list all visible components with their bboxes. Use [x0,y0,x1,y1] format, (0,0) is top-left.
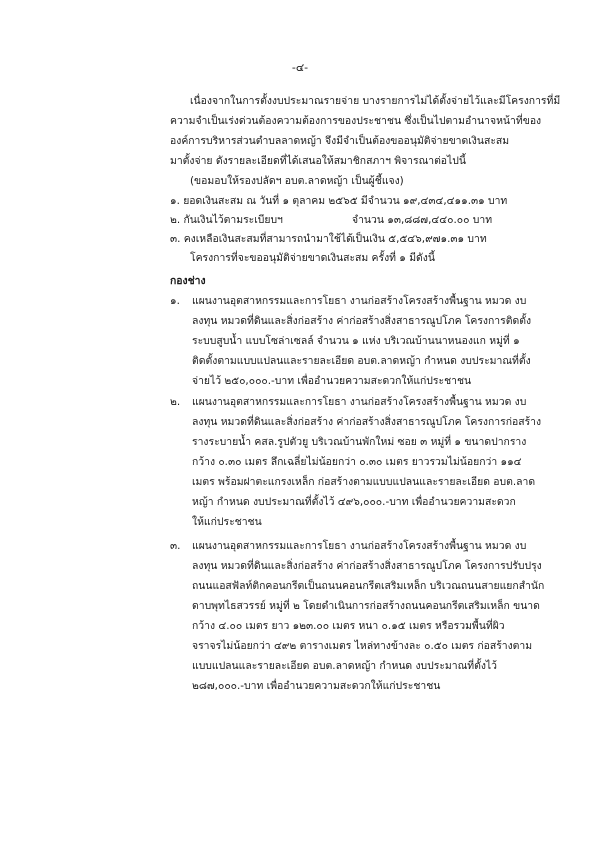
item-2-line-6: หญ้า กำหนด งบประมาณที่ตั้งไว้ ๔๙๖,๐๐๐.-บาท เพื่ออำนวยความสะดวก [192,496,516,508]
summary-row-2 [170,213,283,227]
item-2-line-1: แผนงานอุตสาหกรรมและการโยธา งานก่อสร้างโครงสร้างพื้นฐาน หมวด งบ [192,396,527,408]
item-2-line-4: กว้าง ๐.๓๐ เมตร ลึกเฉลี่ยไม่น้อยกว่า ๐.๓๐ เมตร ยาวรวมไม่น้อยกว่า ๑๑๔ [192,456,522,468]
summary-label-1: ๑. ยอดเงินสะสม ณ วันที่ ๑ ตุลาคม ๒๕๖๕ มีจำนวน ๑๙,๔๓๔,๔๑๑.๓๑ บาท [170,195,508,207]
item-3-line-8: ๒๘๗,๐๐๐.-บาท เพื่ออำนวยความสะดวกให้แก่ประชาชน [192,680,441,692]
item-1-line-4: ติดตั้งตามแบบแปลนและรายละเอียด อบต.ลาดหญ้า กำหนด งบประมาณที่ตั้ง [192,355,531,367]
item-2-line-5: เมตร พร้อมฝาตะแกรงเหล็ก ก่อสร้างตามแบบแปลนและรายละเอียด อบต.ลาด [192,476,536,488]
summary-row-3 [170,232,353,246]
item-3-line-5: กว้าง ๔.๐๐ เมตร ยาว ๑๒๓.๐๐ เมตร หนา ๐.๑๕ เมตร หรือรวมพื้นที่ผิว [192,620,505,632]
item-1-line-1: แผนงานอุตสาหกรรมและการโยธา งานก่อสร้างโครงสร้างพื้นฐาน หมวด งบ [192,295,527,307]
summary-amount-3: เป็นเงิน ๕,๕๔๖,๙๗๑.๓๑ บาท [352,233,487,245]
summary-label-3: ๓. คงเหลือเงินสะสมที่สามารถนำมาใช้ได้ [170,233,353,245]
item-3-line-1: แผนงานอุตสาหกรรมและการโยธา งานก่อสร้างโครงสร้างพื้นฐาน หมวด งบ [192,540,527,552]
summary-label-2: ๒. กันเงินไว้ตามระเบียบฯ [170,214,283,226]
intro-line-1: เนื่องจากในการตั้งงบประมาณรายจ่าย บางรายการไม่ได้ตั้งจ่ายไว้และมีโครงการที่มี [190,95,561,107]
item-2-line-3: รางระบายน้ำ คสล.รูปตัวยู บริเวณบ้านพักใหม่ ซอย ๓ หมู่ที่ ๑ ขนาดปากราง [192,436,527,448]
page-number: -๔- [291,61,309,74]
request-line: (ขอมอบให้รองปลัดฯ อบต.ลาดหญ้า เป็นผู้ชี้แจง) [190,175,404,187]
summary-amount-2: จำนวน ๑๓,๘๘๗,๔๔๐.๐๐ บาท [352,214,493,226]
item-2-line-2: ลงทุน หมวดที่ดินและสิ่งก่อสร้าง ค่าก่อสร้างสิ่งสาธารณูปโภค โครงการก่อสร้าง [192,416,542,428]
item-1-line-3: ระบบสูบน้ำ แบบโซล่าเซลล์ จำนวน ๑ แห่ง บริเวณบ้านนาหนองแก หมู่ที่ ๑ [192,335,520,347]
item-2-line-7: ให้แก่ประชาชน [192,516,262,528]
item-1-line-5: จ่ายไว้ ๒๕๐,๐๐๐.-บาท เพื่ออำนวยความสะดวกให้แก่ประชาชน [192,375,472,387]
item-2-number: ๒. [170,396,181,408]
item-3-line-7: แบบแปลนและรายละเอียด อบต.ลาดหญ้า กำหนด งบประมาณที่ตั้งไว้ [192,660,497,672]
item-3-line-2: ลงทุน หมวดที่ดินและสิ่งก่อสร้าง ค่าก่อสร้างสิ่งสาธารณูปโภค โครงการปรับปรุง [192,560,542,572]
summary-note: โครงการที่จะขออนุมัติจ่ายขาดเงินสะสม ครั้งที่ ๑ มีดังนี้ [190,252,435,264]
intro-line-2: ความจำเป็นเร่งด่วนต้องความต้องการของประชาชน ซึ่งเป็นไปตามอำนาจหน้าที่ของ [170,115,542,127]
intro-line-3: องค์การบริหารส่วนตำบลลาดหญ้า จึงมีจำเป็นต้องขออนุมัติจ่ายขาดเงินสะสม [170,135,510,147]
item-3-line-6: จราจรไม่น้อยกว่า ๔๙๒ ตารางเมตร ไหล่ทางข้างละ ๐.๕๐ เมตร ก่อสร้างตาม [192,640,533,652]
section-heading: กองช่าง [170,275,206,287]
item-1-number: ๑. [170,295,180,307]
summary-row-1 [170,194,507,208]
item-3-line-4: ดาบพุทไธสวรรย์ หมู่ที่ ๒ โดยดำเนินการก่อสร้างถนนคอนกรีตเสริมเหล็ก ขนาด [192,600,540,612]
item-3-line-3: ถนนแอสฟัลท์ติกคอนกรีตเป็นถนนคอนกรีตเสริมเหล็ก บริเวณถนนสายแยกสำนัก [192,580,545,592]
item-1-line-2: ลงทุน หมวดที่ดินและสิ่งก่อสร้าง ค่าก่อสร้างสิ่งสาธารณูปโภค โครงการติดตั้ง [192,315,532,327]
intro-line-4: มาตั้งจ่าย ดังรายละเอียดที่ได้เสนอให้สมาชิกสภาฯ พิจารณาต่อไปนี้ [170,155,466,167]
item-3-number: ๓. [170,540,181,552]
